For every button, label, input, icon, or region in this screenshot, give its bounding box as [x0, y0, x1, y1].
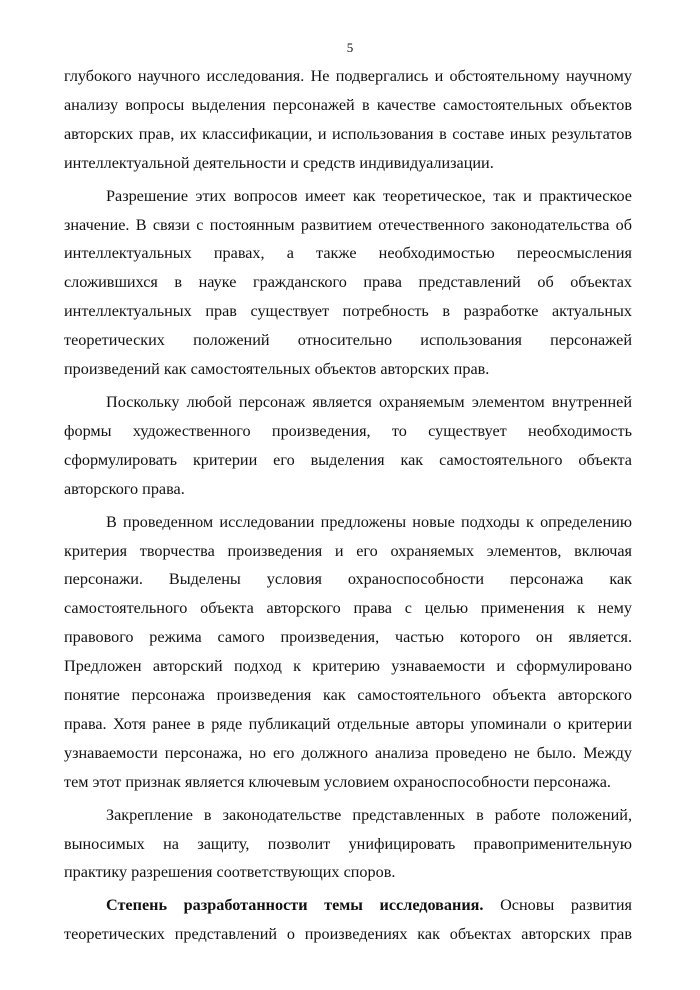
- text-line: сформулировать критерии его выделения как самостоятельного объекта: [64, 450, 632, 469]
- text-line: понятие персонажа произведения как самостоятельного объекта авторского: [64, 686, 632, 705]
- text-line: выносимых на защиту, позволит унифицировать правоприменительную: [64, 834, 632, 853]
- text-line: Поскольку любой персонаж является охраняемым элементом внутренней: [106, 392, 632, 411]
- text-line: Разрешение этих вопросов имеет как теоретическое, так и практическое: [106, 186, 632, 205]
- paragraph: [64, 891, 632, 949]
- text-line: персонажи. Выделены условия охраноспособности персонажа как: [64, 570, 632, 589]
- text-line: сложившихся в науке гражданского права представлений об объектах: [64, 273, 632, 292]
- text-line: самостоятельного объекта авторского права с целью применения к нему: [64, 599, 632, 618]
- text-line: права. Хотя ранее в ряде публикаций отдельные авторы упоминали о критерии: [64, 714, 632, 733]
- text-line: интеллектуальных правах, а также необходимостью переосмысления: [64, 244, 632, 263]
- paragraph: [64, 388, 632, 504]
- text-line: узнаваемости персонажа, но его должного анализа проведено не было. Между: [64, 743, 632, 762]
- text-line: интеллектуальных прав существует потребность в разработке актуальных: [64, 302, 632, 321]
- page-number: 5: [346, 40, 354, 55]
- text-line: тем этот признак является ключевым условием охраноспособности персонажа.: [64, 772, 611, 791]
- document-body: [64, 62, 632, 949]
- paragraph: [64, 182, 632, 384]
- text-line: авторского права.: [64, 479, 185, 498]
- text-line: формы художественного произведения, то существует необходимость: [64, 421, 632, 440]
- text-line: Предложен авторский подход к критерию узнаваемости и сформулировано: [64, 657, 632, 676]
- text-line: критерия творчества произведения и его охраняемых элементов, включая: [64, 541, 632, 560]
- text-line: теоретических положений относительно использования персонажей: [64, 331, 632, 350]
- text-line: авторских прав, их классификации, и использования в составе иных результатов: [64, 124, 632, 143]
- text-line: правового режима самого произведения, частью которого он является.: [64, 628, 632, 647]
- text-line: интеллектуальной деятельности и средств индивидуализации.: [64, 153, 494, 172]
- text-line: Закрепление в законодательстве представленных в работе положений,: [106, 805, 632, 824]
- text-line: В проведенном исследовании предложены новые подходы к определению: [106, 512, 632, 531]
- text-line: глубокого научного исследования. Не подвергались и обстоятельному научному: [64, 67, 632, 85]
- paragraph: [64, 801, 632, 888]
- paragraph: [64, 508, 632, 797]
- text-run: Основы развития: [500, 896, 632, 915]
- section-heading: Степень разработанности темы исследования.: [106, 896, 484, 915]
- text-line: практику разрешения соответствующих споров.: [64, 863, 396, 882]
- paragraph: [64, 62, 632, 178]
- text-line: [64, 891, 632, 920]
- text-line: теоретических представлений о произведениях как объектах авторских прав: [64, 925, 632, 944]
- text-line: произведений как самостоятельных объектов авторских прав.: [64, 360, 490, 379]
- text-line: значение. В связи с постоянным развитием отечественного законодательства об: [64, 215, 632, 234]
- text-line: анализу вопросы выделения персонажей в качестве самостоятельных объектов: [64, 95, 632, 114]
